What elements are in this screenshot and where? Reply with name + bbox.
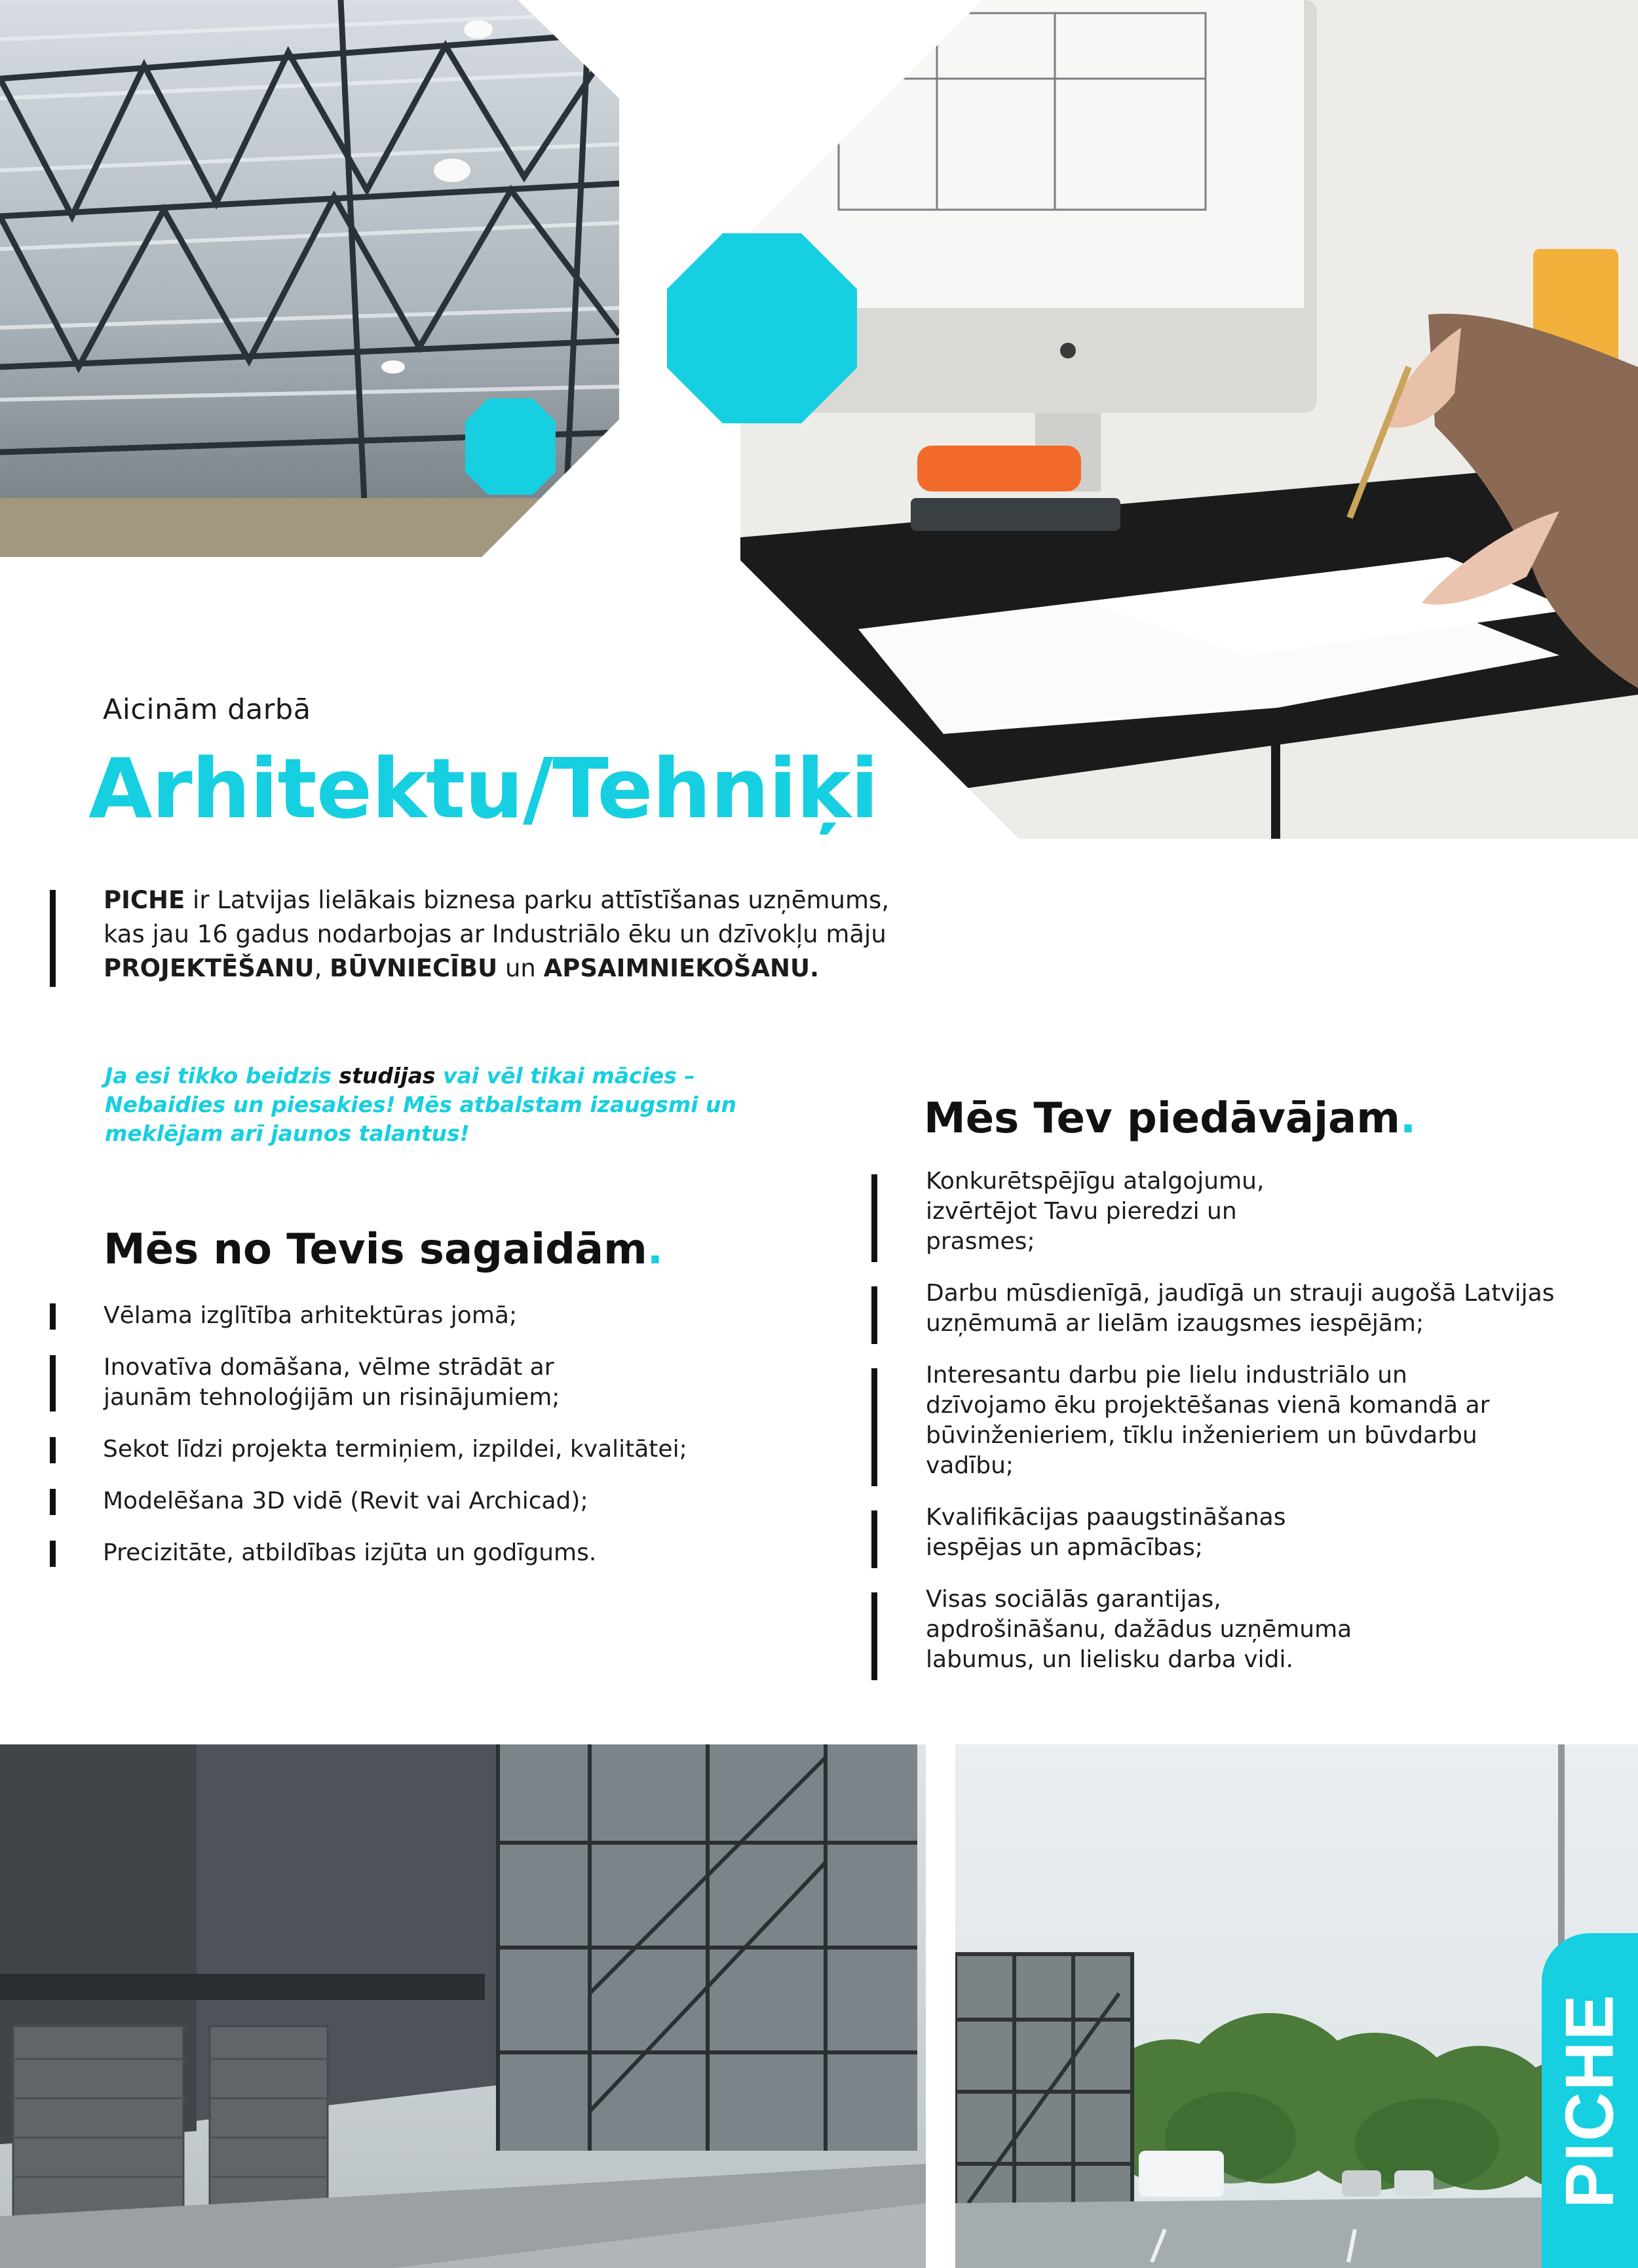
intro-line-2: kas jau 16 gadus nodarbojas ar Industriālo ēku un dzīvokļu māju: [104, 920, 886, 948]
bullet-bar: [50, 1489, 56, 1515]
piche-logo-tab: [1542, 1933, 1638, 2268]
building-facade-photo: [0, 1744, 926, 2268]
intro-line-1: ir Latvijas lielākais biznesa parku attīstīšanas uzņēmums,: [185, 886, 890, 914]
intro-design: PROJEKTĒŠANU: [104, 954, 314, 982]
bullet-bar: [50, 1437, 56, 1463]
requirements-title: [104, 1225, 663, 1274]
students-note: [105, 1062, 760, 1148]
students-line-2: Nebaidies un piesakies! Mēs atbalstam izaugsmi un: [105, 1092, 737, 1117]
requirement-item: [50, 1486, 823, 1516]
ceiling-photo: [0, 0, 619, 557]
offer-item: [871, 1278, 1625, 1339]
offer-title-dot: .: [1400, 1094, 1417, 1143]
bullet-bar: [50, 1303, 56, 1330]
bullet-bar: [50, 1541, 56, 1567]
requirements-title-dot: .: [647, 1225, 664, 1274]
students-highlight: studijas: [339, 1063, 436, 1088]
offer-text: Interesantu darbu pie lielu industriālo un dzīvojamo ēku projektēšanas vienā komandā ar būvinženieriem, tīklu inženieriem un būvdarbu vadību;: [926, 1362, 1490, 1479]
requirement-item: [50, 1353, 823, 1413]
offer-list: [871, 1166, 1625, 1697]
parking-lot-photo: [955, 1744, 1638, 2268]
students-part-2: vai vēl tikai mācies –: [435, 1063, 695, 1088]
offer-text: Visas sociālās garantijas, apdrošināšanu, dažādus uzņēmuma labumus, un lielisku darba vidi.: [926, 1586, 1352, 1673]
requirement-text: Precizitāte, atbildības izjūta un godīgums.: [103, 1539, 597, 1566]
page-title: Arhitektu/Tehniķi: [88, 740, 879, 837]
intro-sep-1: ,: [314, 954, 330, 982]
requirement-text: Inovatīva domāšana, vēlme strādāt ar jaunām tehnoloģijām un risinājumiem;: [104, 1354, 560, 1411]
requirements-list: [50, 1301, 823, 1590]
students-line-3: meklējam arī jaunos talantus!: [105, 1121, 470, 1146]
intro-build: BŪVNIECĪBU: [330, 954, 498, 982]
offer-title-text: Mēs Tev piedāvājam: [924, 1094, 1400, 1143]
bullet-bar: [871, 1174, 877, 1262]
offer-item: [871, 1503, 1625, 1563]
intro-manage: APSAIMNIEKOŠANU.: [543, 954, 820, 982]
offer-text: Darbu mūsdienīgā, jaudīgā un strauji augošā Latvijas uzņēmumā ar lielām izaugsmes iespējām;: [926, 1280, 1555, 1337]
company-name: PICHE: [104, 886, 185, 914]
offer-item: [871, 1166, 1625, 1257]
students-part-1: Ja esi tikko beidzis: [105, 1063, 339, 1088]
requirement-text: Vēlama izglītība arhitektūras jomā;: [104, 1302, 518, 1329]
offer-title: [924, 1094, 1416, 1143]
requirements-title-text: Mēs no Tevis sagaidām: [104, 1225, 647, 1274]
bullet-bar: [871, 1510, 877, 1568]
offer-item: [871, 1585, 1625, 1675]
bullet-bar: [871, 1592, 877, 1680]
offer-item: [871, 1360, 1625, 1481]
piche-logo: PICHE: [1552, 1993, 1628, 2208]
bullet-bar: [871, 1286, 877, 1344]
eyebrow-text: Aicinām darbā: [103, 693, 311, 726]
requirement-item: [50, 1538, 823, 1568]
intro-sep-2: un: [497, 954, 544, 982]
office-desk-photo: [740, 0, 1638, 839]
intro-paragraph: [104, 883, 1008, 986]
requirement-text: Sekot līdzi projekta termiņiem, izpildei, kvalitātei;: [103, 1436, 687, 1463]
offer-text: Kvalifikācijas paaugstināšanas iespējas un apmācības;: [926, 1504, 1286, 1561]
requirement-text: Modelēšana 3D vidē (Revit vai Archicad);: [103, 1488, 588, 1514]
accent-octagon-large: [667, 233, 857, 423]
requirement-item: [50, 1434, 823, 1465]
requirement-item: [50, 1301, 823, 1331]
bullet-bar: [50, 1355, 56, 1412]
bullet-bar: [871, 1368, 877, 1486]
offer-text: Konkurētspējīgu atalgojumu, izvērtējot Tavu pieredzi un prasmes;: [926, 1168, 1265, 1255]
intro-accent-bar: [50, 890, 56, 987]
